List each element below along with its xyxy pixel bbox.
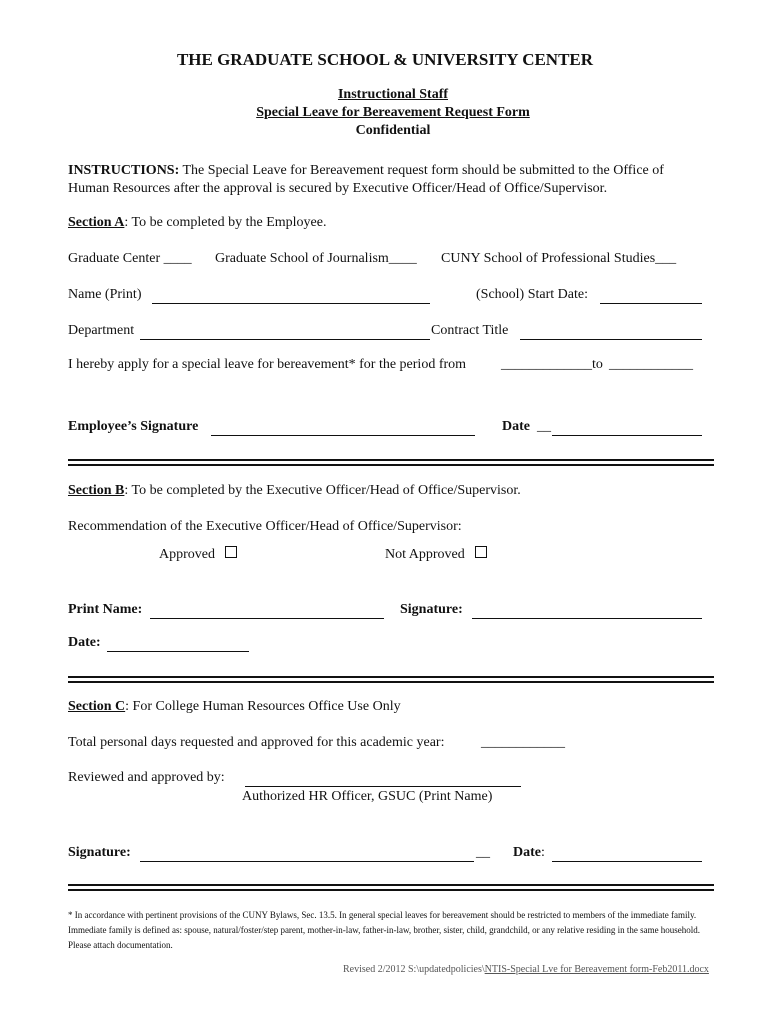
hr-date-label-group: [513, 845, 545, 861]
total-days-label: Total personal days requested and approved for this academic year:: [68, 735, 445, 750]
not-approved-checkbox[interactable]: [475, 546, 487, 558]
authorized-officer-caption: Authorized HR Officer, GSUC (Print Name): [242, 789, 493, 804]
instructions-text-1: The Special Leave for Bereavement request form should be submitted to the Office of: [179, 163, 664, 178]
not-approved-option[interactable]: [385, 546, 487, 563]
subtitle-confidential: Confidential: [355, 123, 431, 138]
reviewed-field[interactable]: [245, 770, 521, 787]
section-c-heading: [68, 699, 401, 715]
employee-signature-label: Employee’s Signature: [68, 419, 199, 434]
supervisor-date-field[interactable]: [107, 635, 249, 652]
footnote: * In accordance with pertinent provisions of the CUNY Bylaws, Sec. 13.5. In general special leaves for bereavement should be restricted to members of the immediate family. Immediate family is defined as: spouse, natural/foster/step parent, mother-in-law, father-in-law, brother, sister, child, grandchild, or any relative residing in the same household. Please attach documentation.: [68, 910, 701, 950]
not-approved-label: Not Approved: [385, 547, 465, 562]
supervisor-date-label: Date:: [68, 635, 101, 650]
subtitle-form-name: Special Leave for Bereavement Request Form: [256, 105, 530, 120]
hr-date-field[interactable]: [552, 845, 702, 862]
employee-date-field[interactable]: [552, 419, 702, 436]
school-professional-studies[interactable]: CUNY School of Professional Studies___: [441, 251, 677, 266]
period-from-field[interactable]: [501, 357, 592, 373]
print-name-field[interactable]: [150, 602, 384, 619]
section-divider-3: [68, 884, 714, 891]
section-c-title: Section C: [68, 699, 126, 714]
hr-date-colon: :: [541, 845, 545, 860]
revision-file-link[interactable]: NTIS-Special Lve for Bereavement form-Feb2011.docx: [484, 964, 709, 975]
period-to-blank-1: ______: [609, 357, 651, 372]
employee-signature-field[interactable]: [211, 419, 475, 436]
revision-note: [343, 964, 709, 975]
section-b-desc: : To be completed by the Executive Officer/Head of Office/Supervisor.: [124, 483, 521, 498]
supervisor-signature-field[interactable]: [472, 602, 702, 619]
contract-title-label: Contract Title: [431, 323, 509, 338]
instructions-line1: [68, 163, 664, 179]
approved-checkbox[interactable]: [225, 546, 237, 558]
start-date-label: (School) Start Date:: [476, 287, 588, 302]
period-from-blank-1: __________: [501, 357, 571, 372]
print-name-label: Print Name:: [68, 602, 143, 617]
section-c-desc: : For College Human Resources Office Use Only: [125, 699, 401, 714]
start-date-field[interactable]: [600, 287, 702, 304]
section-b-title: Section B: [68, 483, 125, 498]
name-print-field[interactable]: [152, 287, 430, 304]
reviewed-label: Reviewed and approved by:: [68, 770, 225, 785]
section-a-desc: : To be completed by the Employee.: [124, 215, 327, 230]
section-divider-1: [68, 459, 714, 466]
period-to-field[interactable]: [609, 357, 693, 373]
section-a-heading: [68, 215, 327, 231]
hr-signature-field[interactable]: [140, 845, 474, 862]
instructions-text-2: Human Resources after the approval is secured by Executive Officer/Head of Office/Supervisor.: [68, 181, 608, 196]
institution-title: THE GRADUATE SCHOOL & UNIVERSITY CENTER: [176, 50, 594, 69]
section-b-heading: [68, 483, 521, 499]
school-graduate-center[interactable]: Graduate Center ____: [68, 251, 192, 266]
supervisor-signature-label: Signature:: [400, 602, 463, 617]
hr-signature-label: Signature:: [68, 845, 131, 860]
approved-label: Approved: [159, 547, 215, 562]
section-divider-2: [68, 676, 714, 683]
section-a-title: Section A: [68, 215, 125, 230]
contract-title-field[interactable]: [520, 323, 702, 340]
apply-text: I hereby apply for a special leave for bereavement* for the period from: [68, 357, 467, 372]
revision-text: Revised 2/2012 S:\updatedpolicies\: [343, 964, 485, 975]
school-journalism[interactable]: Graduate School of Journalism____: [215, 251, 417, 266]
approved-option[interactable]: [159, 546, 237, 563]
department-label: Department: [68, 323, 135, 338]
hr-signature-tail: __: [476, 845, 490, 860]
employee-date-prefix: __: [537, 419, 551, 434]
instructions-label: INSTRUCTIONS:: [68, 163, 180, 178]
period-to-blank-2: ______: [651, 357, 693, 372]
subtitle-instructional-staff: Instructional Staff: [337, 87, 449, 102]
total-days-field[interactable]: ____________: [481, 735, 565, 750]
department-field[interactable]: [140, 323, 430, 340]
recommendation-text: Recommendation of the Executive Officer/Head of Office/Supervisor:: [68, 519, 462, 534]
period-from-blank-2: ___: [571, 357, 592, 372]
hr-date-label: Date: [513, 845, 541, 860]
period-to-label: to: [592, 357, 603, 372]
name-print-label: Name (Print): [68, 287, 142, 302]
employee-date-label: Date: [502, 419, 530, 434]
